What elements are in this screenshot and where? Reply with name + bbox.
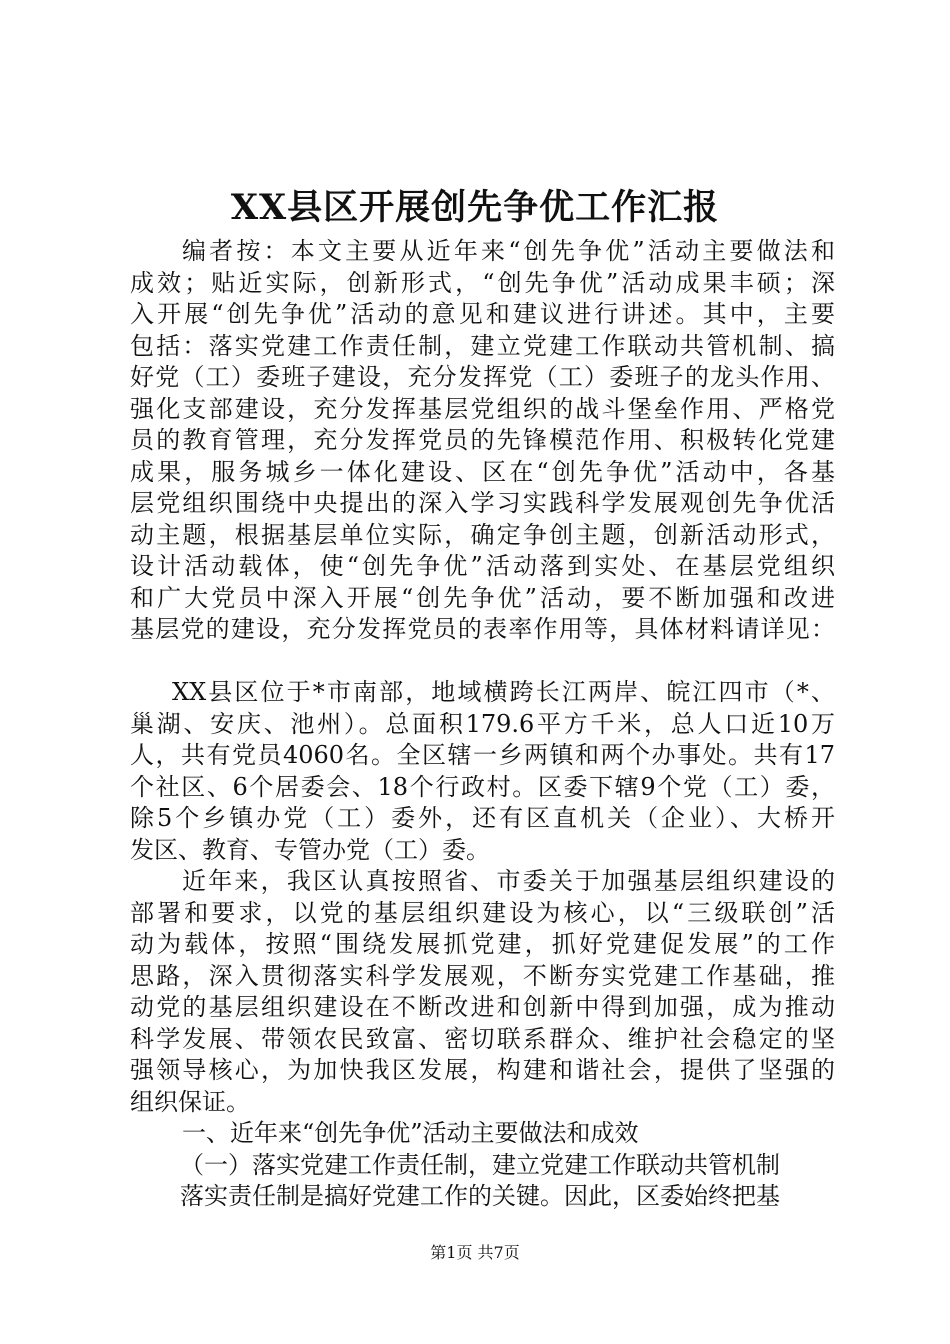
subsection-heading: （一）落实党建工作责任制，建立党建工作联动共管机制 xyxy=(180,1150,780,1179)
intro-paragraph xyxy=(130,677,835,866)
document-body xyxy=(130,236,835,1213)
recent-line: 近年来，我区认真按照省、市委关于加强基层组织建设的 xyxy=(182,867,835,895)
intro-line: 个社区、6个居委会、18个行政村。区委下辖9个党（工）委， xyxy=(130,772,835,801)
editor-note-line: 动主题，根据基层单位实际，确定争创主题，创新活动形式， xyxy=(130,520,835,549)
recent-years-paragraph xyxy=(130,866,835,1118)
page-number-footer: 第1页 共7页 xyxy=(430,1243,520,1262)
recent-line: 组织保证。 xyxy=(130,1087,250,1116)
editor-note-line: 层党组织围绕中央提出的深入学习实践科学发展观创先争优活 xyxy=(130,489,835,517)
body-line: 落实责任制是搞好党建工作的关键。因此，区委始终把基 xyxy=(180,1182,780,1210)
intro-line: XX县区位于*市南部，地域横跨长江两岸、皖江四市（*、 xyxy=(172,678,835,706)
editor-note-line: 编者按：本文主要从近年来“创先争优”活动主要做法和 xyxy=(182,237,835,265)
recent-line: 思路，深入贯彻落实科学发展观，不断夯实党建工作基础，推 xyxy=(130,961,835,990)
intro-line: 除5个乡镇办党（工）委外，还有区直机关（企业）、大桥开 xyxy=(130,804,835,832)
editor-note-line: 好党（工）委班子建设，充分发挥党（工）委班子的龙头作用、 xyxy=(130,363,835,391)
editor-note-line: 和广大党员中深入开展“创先争优”活动，要不断加强和改进 xyxy=(130,583,835,612)
editor-note-line: 成果，服务城乡一体化建设、区在“创先争优”活动中，各基 xyxy=(130,457,835,486)
section-heading: 一、近年来“创先争优”活动主要做法和成效 xyxy=(182,1119,639,1147)
intro-line: 发区、教育、专管办党（工）委。 xyxy=(130,835,490,864)
intro-line: 巢湖、安庆、池州）。总面积179.6平方千米，总人口近10万 xyxy=(130,709,835,738)
recent-line: 动党的基层组织建设在不断改进和创新中得到加强，成为推动 xyxy=(130,993,835,1021)
editor-note-line: 包括：落实党建工作责任制，建立党建工作联动共管机制、搞 xyxy=(130,331,835,360)
recent-line: 动为载体，按照“围绕发展抓党建，抓好党建促发展”的工作 xyxy=(130,930,835,958)
paragraph-spacer xyxy=(130,646,835,678)
editor-note-line: 设计活动载体，使“创先争优”活动落到实处、在基层党组织 xyxy=(130,552,835,580)
intro-line: 人，共有党员4060名。全区辖一乡两镇和两个办事处。共有17 xyxy=(130,741,835,769)
recent-line: 科学发展、带领农民致富、密切联系群众、维护社会稳定的坚 xyxy=(130,1024,835,1053)
recent-line: 强领导核心，为加快我区发展，构建和谐社会，提供了坚强的 xyxy=(130,1056,835,1084)
editor-note-line: 基层党的建设，充分发挥党员的表率作用等，具体材料请详见： xyxy=(130,615,835,643)
editor-note-line: 入开展“创先争优”活动的意见和建议进行讲述。其中，主要 xyxy=(130,300,835,328)
document-title: XX县区开展创先争优工作汇报 xyxy=(230,187,720,228)
editor-note-line: 成效；贴近实际，创新形式，“创先争优”活动成果丰硕；深 xyxy=(130,268,835,297)
recent-line: 部署和要求，以党的基层组织建设为核心，以“三级联创”活 xyxy=(130,898,835,927)
editor-note-line: 员的教育管理，充分发挥党员的先锋模范作用、积极转化党建 xyxy=(130,426,835,454)
editor-note-line: 强化支部建设，充分发挥基层党组织的战斗堡垒作用、严格党 xyxy=(130,394,835,423)
editor-note-paragraph xyxy=(130,236,835,646)
